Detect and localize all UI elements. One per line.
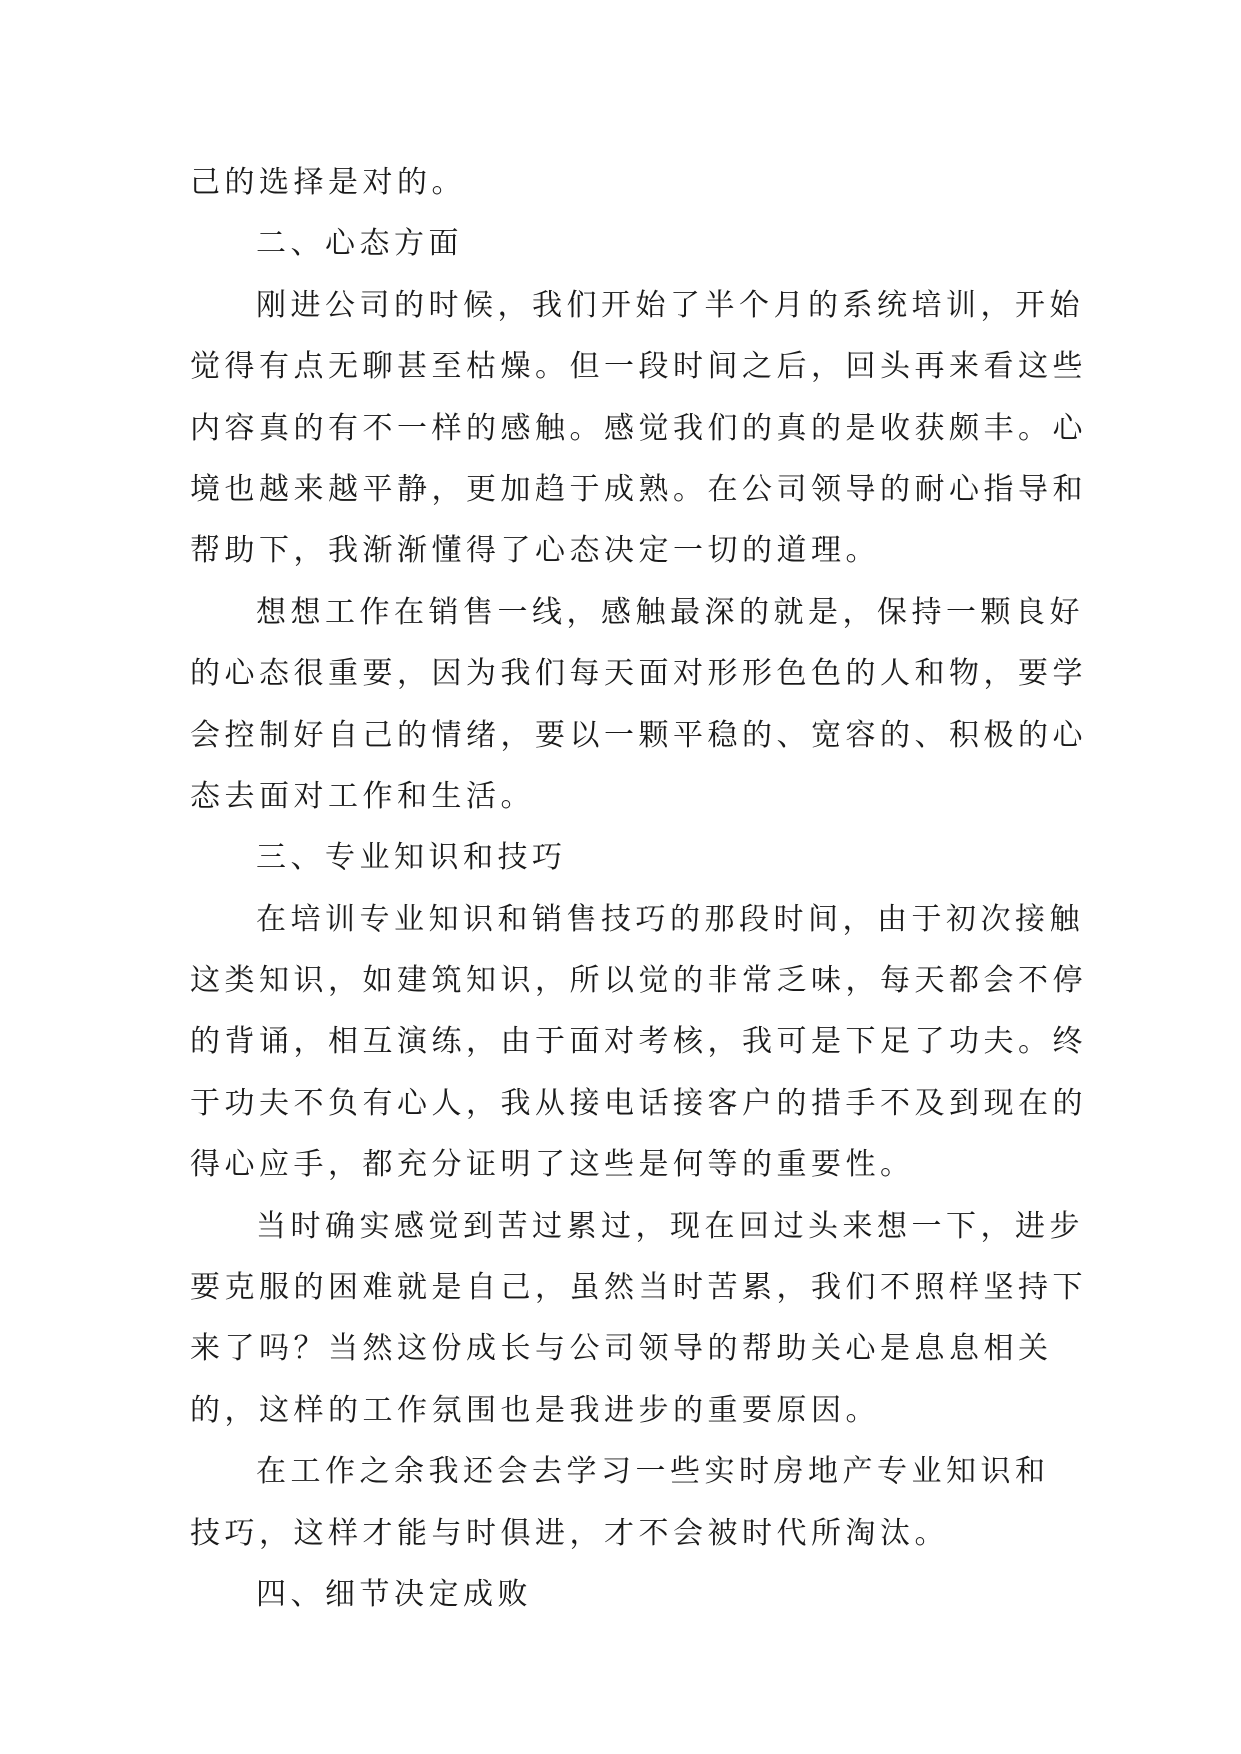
section-heading: 二、心态方面 [256,226,463,262]
text-line: 来了吗？当然这份成长与公司领导的帮助关心是息息相关 [190,1331,1053,1367]
text-line: 境也越来越平静，更加趋于成熟。在公司领导的耐心指导和 [190,471,1087,507]
text-line: 得心应手，都充分证明了这些是何等的重要性。 [190,1147,915,1183]
text-line: 当时确实感觉到苦过累过，现在回过头来想一下，进步 [256,1208,1084,1244]
text-line: 的，这样的工作氛围也是我进步的重要原因。 [190,1392,880,1428]
text-line: 的心态很重要，因为我们每天面对形形色色的人和物，要学 [190,656,1087,692]
text-line: 己的选择是对的。 [190,165,466,200]
text-line: 觉得有点无聊甚至枯燥。但一段时间之后，回头再来看这些 [190,349,1087,385]
text-line: 态去面对工作和生活。 [190,778,535,814]
text-line: 这类知识，如建筑知识，所以觉的非常乏味，每天都会不停 [190,963,1087,999]
text-line: 刚进公司的时候，我们开始了半个月的系统培训，开始 [256,287,1084,323]
text-line: 想想工作在销售一线，感触最深的就是，保持一颗良好 [256,594,1084,630]
text-line: 技巧，这样才能与时俱进，才不会被时代所淘汰。 [190,1515,949,1551]
section-heading: 四、细节决定成败 [256,1576,532,1612]
text-line: 会控制好自己的情绪，要以一颗平稳的、宽容的、积极的心 [190,717,1087,753]
text-line: 在工作之余我还会去学习一些实时房地产专业知识和 [256,1454,1050,1490]
document-body [190,152,1087,1625]
section-heading: 三、专业知识和技巧 [256,840,567,876]
text-line: 的背诵，相互演练，由于面对考核，我可是下足了功夫。终 [190,1024,1087,1060]
text-line: 于功夫不负有心人，我从接电话接客户的措手不及到现在的 [190,1085,1087,1121]
text-line: 在培训专业知识和销售技巧的那段时间，由于初次接触 [256,901,1084,937]
text-line: 帮助下，我渐渐懂得了心态决定一切的道理。 [190,533,880,569]
text-line: 要克服的困难就是自己，虽然当时苦累，我们不照样坚持下 [190,1270,1087,1306]
text-line: 内容真的有不一样的感触。感觉我们的真的是收获颇丰。心 [190,410,1087,446]
